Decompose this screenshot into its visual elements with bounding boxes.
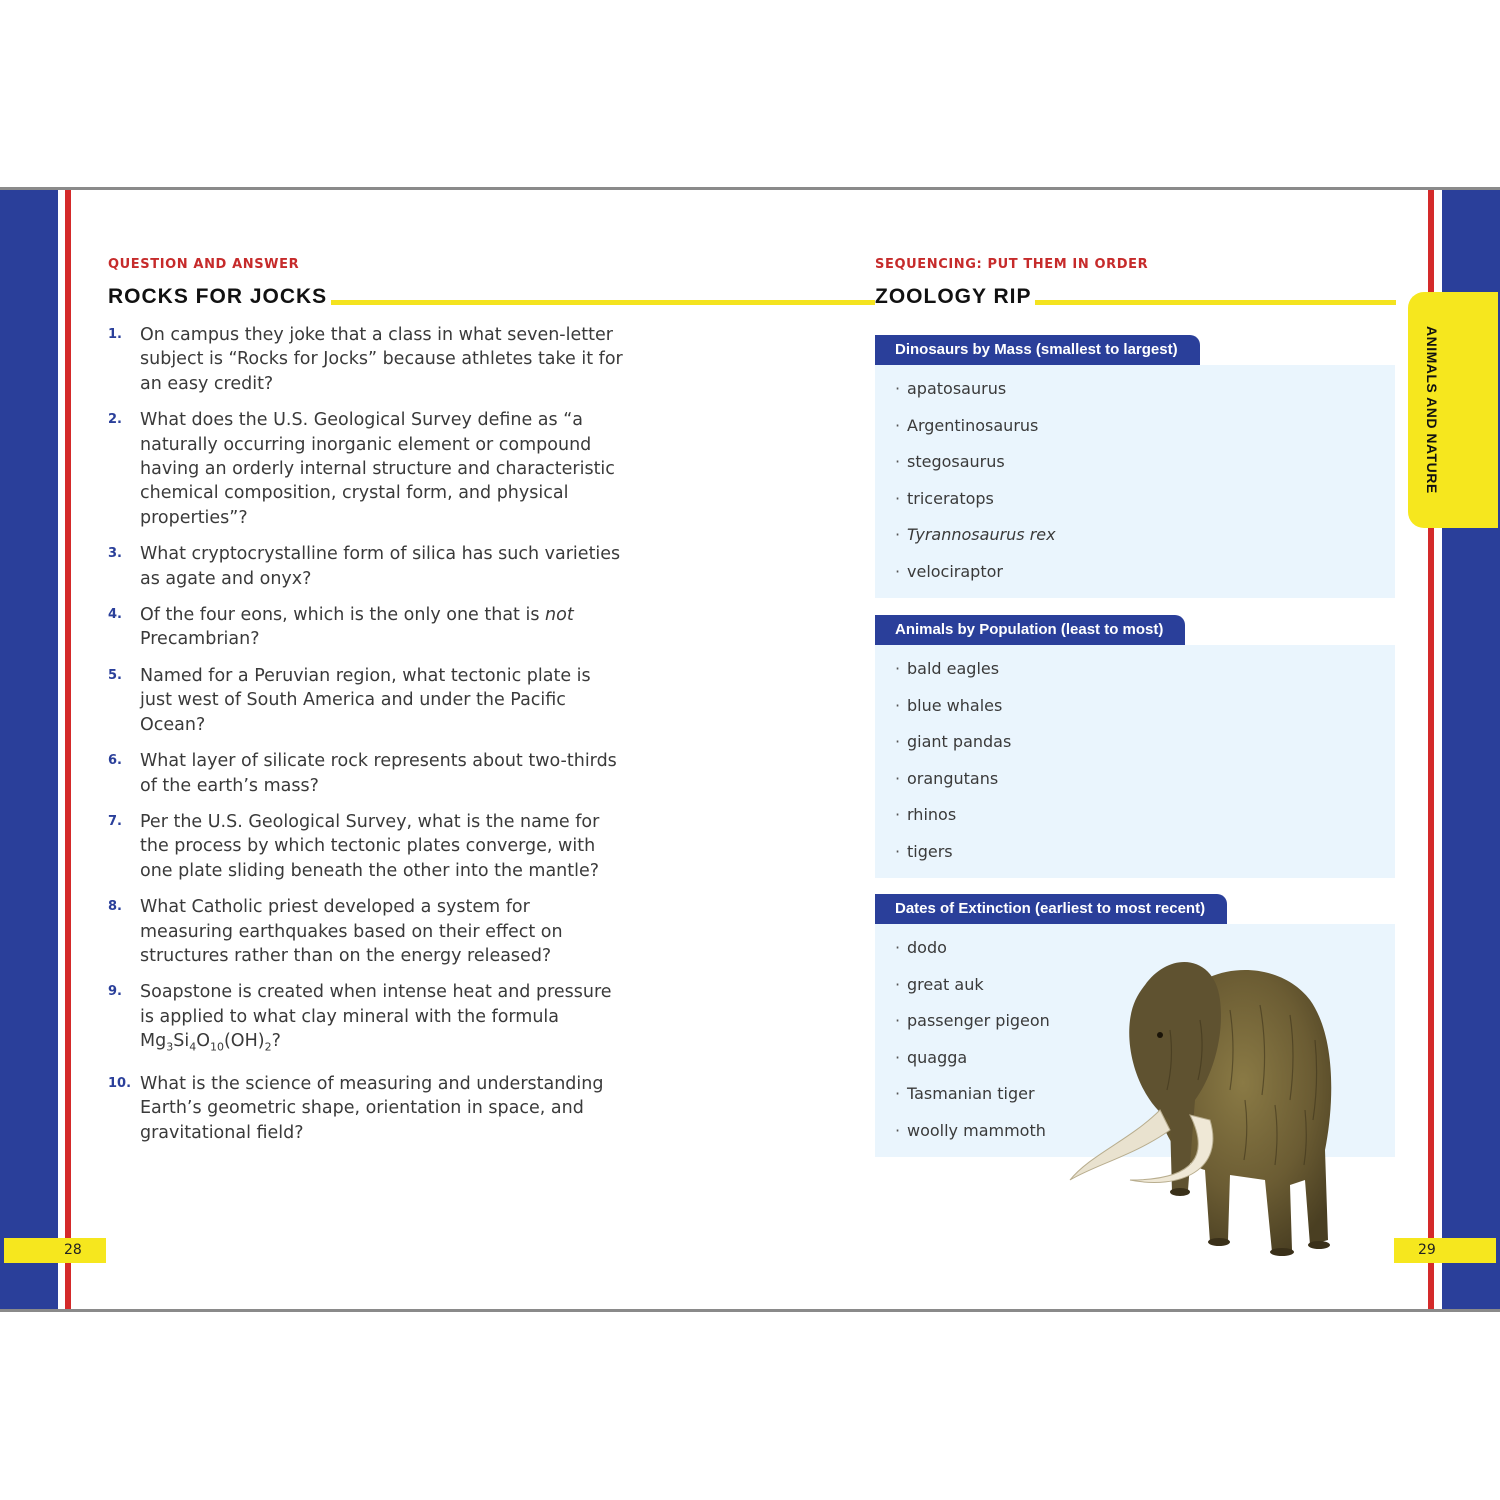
question-text: What Catholic priest developed a system for measuring earthquakes based on their effect on structures rather than on the energy released? — [140, 897, 563, 966]
bullet: · — [895, 379, 901, 398]
question-number: 1. — [108, 327, 122, 342]
list-item-text: rhinos — [907, 805, 957, 824]
mammoth-tusk-left — [1070, 1110, 1170, 1180]
list-item — [875, 371, 1395, 408]
list-item — [875, 408, 1395, 445]
bullet: · — [895, 695, 901, 715]
question-item — [108, 323, 628, 396]
bullet: · — [895, 659, 901, 678]
left-blue-band — [0, 190, 58, 1309]
panel-list — [875, 365, 1395, 598]
bullet: · — [895, 525, 901, 544]
bullet: · — [895, 488, 901, 508]
question-item — [108, 664, 628, 737]
list-item — [875, 517, 1395, 554]
formula-sub: 3 — [166, 1040, 174, 1054]
question-text — [140, 603, 628, 652]
panel-heading: Dates of Extinction (earliest to most recent) — [875, 894, 1227, 924]
question-text-before: Of the four eons, which is the only one that is — [140, 605, 546, 626]
bullet: · — [895, 974, 901, 994]
list-item-text: blue whales — [907, 695, 1003, 715]
formula-o: O — [196, 1031, 210, 1052]
chapter-side-tab-label: ANIMALS AND NATURE — [1424, 326, 1440, 494]
question-number: 8. — [108, 899, 122, 915]
question-text-italic: not — [545, 605, 574, 626]
question-text: On campus they joke that a class in what seven-letter subject is “Rocks for Jocks” because athletes take it for an easy credit? — [140, 325, 623, 394]
question-number: 2. — [108, 412, 122, 428]
question-text: Named for a Peruvian region, what tectonic plate is just west of South America and under the Pacific Ocean? — [140, 665, 591, 735]
bullet: · — [895, 1011, 901, 1030]
panel-heading: Animals by Population (least to most) — [875, 615, 1185, 645]
question-number: 7. — [108, 813, 122, 829]
question-text: Per the U.S. Geological Survey, what is the name for the process by which tectonic plates converge, with one plate sliding beneath the other into the mantle? — [140, 811, 600, 881]
mammoth-feet — [1170, 1188, 1330, 1256]
question-item — [108, 810, 628, 883]
list-item-text: triceratops — [907, 488, 994, 508]
list-item — [875, 554, 1395, 591]
question-text: What layer of silicate rock represents about two-thirds of the earth’s mass? — [140, 751, 617, 796]
formula-si: Si — [173, 1031, 190, 1052]
question-number: 9. — [108, 984, 122, 1000]
list-item-text: great auk — [907, 974, 984, 994]
list-item — [875, 688, 1395, 725]
bullet: · — [895, 1047, 901, 1067]
list-item-text: woolly mammoth — [907, 1120, 1046, 1140]
list-item — [875, 481, 1395, 518]
list-item-text: Tyrannosaurus rex — [907, 525, 1056, 544]
list-item — [875, 651, 1395, 688]
panel-heading: Dinosaurs by Mass (smallest to largest) — [875, 335, 1200, 365]
question-item — [108, 1072, 628, 1145]
list-item-text: dodo — [907, 938, 947, 957]
bullet: · — [895, 1084, 901, 1103]
formula-end: ? — [271, 1031, 281, 1052]
bullet: · — [895, 805, 901, 824]
panel-list — [875, 645, 1395, 878]
formula-sub: 4 — [189, 1040, 197, 1054]
mammoth-eye — [1157, 1032, 1163, 1038]
formula-sub: 2 — [264, 1040, 272, 1054]
question-number: 4. — [108, 607, 122, 623]
list-item — [875, 797, 1395, 834]
question-number: 5. — [108, 667, 122, 683]
left-red-stripe — [65, 190, 71, 1309]
question-text-main: Soapstone is created when intense heat and pressure is applied to what clay mineral with the formula — [140, 982, 612, 1027]
question-text: What is the science of measuring and understanding Earth’s geometric shape, orientation in space, and gravitational field? — [140, 1074, 604, 1143]
right-page-number: 29 — [1394, 1238, 1496, 1263]
bullet: · — [895, 415, 901, 435]
question-item — [108, 980, 628, 1060]
question-item — [108, 603, 628, 652]
right-page-title: ZOOLOGY RIP — [875, 285, 1035, 309]
list-item-text: tigers — [907, 841, 953, 861]
list-item — [875, 761, 1395, 798]
question-number: 3. — [108, 546, 122, 562]
question-item — [108, 749, 628, 798]
question-item — [108, 408, 628, 530]
bullet: · — [895, 1120, 901, 1140]
left-section-label: QUESTION AND ANSWER — [108, 257, 300, 272]
right-section-label: SEQUENCING: PUT THEM IN ORDER — [875, 257, 1149, 272]
list-item — [875, 834, 1395, 871]
list-item-text: Tasmanian tiger — [907, 1084, 1035, 1103]
list-item-text: stegosaurus — [907, 452, 1005, 471]
question-text-after: Precambrian? — [140, 629, 260, 650]
list-item — [875, 724, 1395, 761]
question-text: What cryptocrystalline form of silica has such varieties as agate and onyx? — [140, 544, 621, 589]
bullet: · — [895, 561, 901, 581]
question-item — [108, 542, 628, 591]
question-list — [108, 323, 628, 1157]
list-item-text: Argentinosaurus — [907, 415, 1039, 435]
bullet: · — [895, 452, 901, 471]
list-item-text: quagga — [907, 1047, 968, 1067]
left-page-number: 28 — [4, 1238, 106, 1263]
question-number: 6. — [108, 753, 122, 769]
panel-dinosaurs — [875, 335, 1395, 598]
chapter-side-tab — [1408, 292, 1498, 528]
left-page-title: ROCKS FOR JOCKS — [108, 285, 331, 309]
list-item-text: passenger pigeon — [907, 1011, 1050, 1030]
formula-mg: Mg — [140, 1031, 167, 1052]
question-text — [140, 980, 628, 1060]
chemical-formula — [140, 1031, 281, 1054]
question-item — [108, 895, 628, 968]
list-item-text: giant pandas — [907, 732, 1012, 751]
panel-population — [875, 615, 1395, 878]
list-item-text: bald eagles — [907, 659, 1000, 678]
bullet: · — [895, 768, 901, 788]
woolly-mammoth-illustration — [1060, 940, 1350, 1280]
list-item-text: orangutans — [907, 768, 999, 788]
bullet: · — [895, 938, 901, 957]
bullet: · — [895, 732, 901, 751]
list-item-text: apatosaurus — [907, 379, 1007, 398]
list-item — [875, 444, 1395, 481]
formula-oh: (OH) — [223, 1031, 265, 1052]
question-text: What does the U.S. Geological Survey define as “a naturally occurring inorganic element or compound having an orderly internal structure and characteristic chemical composition, crystal form, and physical properties”? — [140, 410, 615, 528]
question-number: 10. — [108, 1076, 132, 1092]
list-item-text: velociraptor — [907, 561, 1003, 581]
formula-sub: 10 — [209, 1040, 224, 1054]
bullet: · — [895, 841, 901, 861]
